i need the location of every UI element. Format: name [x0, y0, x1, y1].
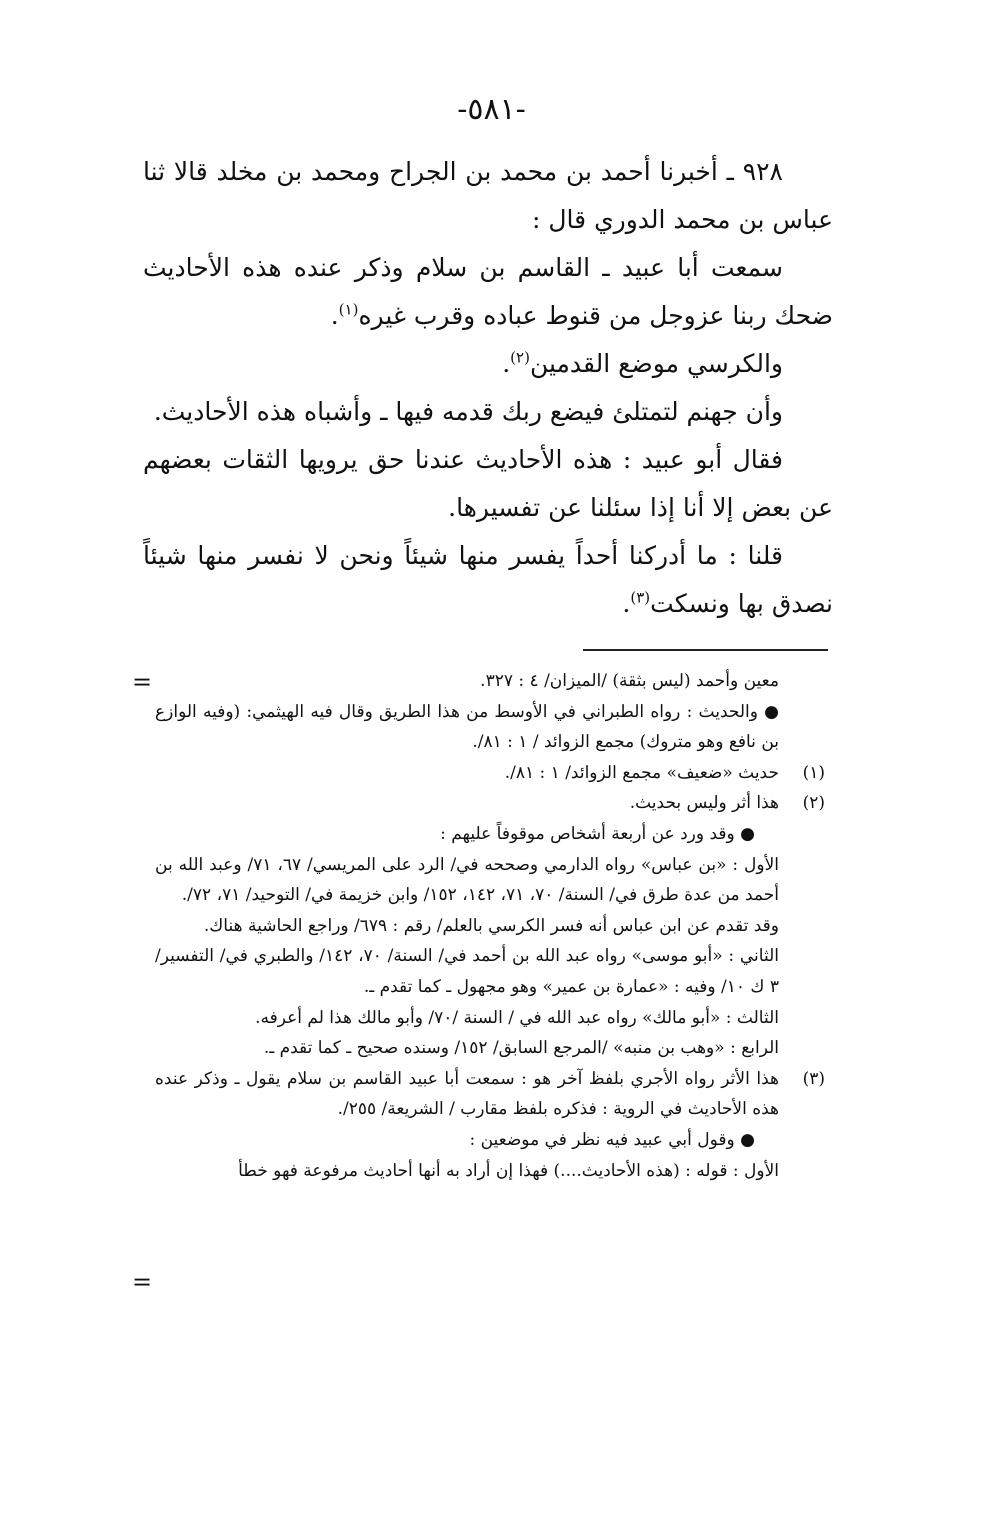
- footnote-ref-1[interactable]: (١): [338, 300, 359, 319]
- paragraph-jahannam: وأن جهنم لتمتلئ فيضع ربك قدمه فيها ـ وأشباه هذه الأحاديث.: [153, 397, 783, 426]
- footnote-2: [155, 788, 823, 819]
- footnote-2-text: هذا أثر وليس بحديث.: [629, 793, 779, 814]
- footnote-1-marker: (١): [802, 762, 825, 783]
- footnote-3: [155, 1064, 823, 1125]
- footnote-3-bullet: ● وقول أبي عبيد فيه نظر في موضعين :: [469, 1129, 755, 1150]
- footnote-1: [155, 758, 823, 789]
- paragraph-abu-ubaid-heard: [143, 244, 833, 340]
- footnote-1-text: حديث «ضعيف» مجمع الزوائد/ ١ : ٨١/.: [504, 762, 779, 783]
- footnote-ref-3[interactable]: (٣): [630, 588, 651, 607]
- footnote-2-bullet: ● وقد ورد عن أربعة أشخاص موقوفاً عليهم :: [440, 823, 755, 844]
- paragraph-we-said: [143, 532, 833, 628]
- footnote-3-text: هذا الأثر رواه الأجري بلفظ آخر هو : سمعت أبا عبيد القاسم بن سلام يقول ـ وذكر عنده هذه الأحاديث في الروية : فذكره بلفظ مقارب / الشريعة/ ٢٥٥/.: [155, 1068, 779, 1120]
- footnote-2-third: الثالث : «أبو مالك» رواه عبد الله في / السنة /٧٠/ وأبو مالك هذا لم أعرفه.: [255, 1007, 779, 1028]
- paragraph-end: .: [622, 589, 631, 618]
- continuation-mark-bottom: =: [132, 1268, 153, 1296]
- continuation-mark-top: =: [132, 668, 153, 696]
- footnote-carry-1: معين وأحمد (ليس بثقة) /الميزان/ ٤ : ٣٢٧.: [480, 671, 779, 691]
- footnote-ref-2[interactable]: (٢): [510, 348, 530, 367]
- paragraph-text: والكرسي موضع القدمين: [529, 349, 783, 378]
- paragraph-end: .: [502, 349, 511, 378]
- footnote-3-marker: (٣): [802, 1068, 825, 1089]
- paragraph-end: .: [330, 301, 339, 330]
- footnote-2-previous: وقد تقدم عن ابن عباس أنه فسر الكرسي بالعلم/ رقم : ٦٧٩/ وراجع الحاشية هناك.: [203, 915, 779, 936]
- footnote-2-second: الثاني : «أبو موسى» رواه عبد الله بن أحمد في/ السنة/ ٧٠، ١٤٢/ والطبري في/ التفسير/ ٣ ك ١٠/ وفيه : «عمارة بن عمير» وهو مجهول ـ كما تقدم ـ.: [155, 946, 779, 997]
- page-number: -٥٨١-: [457, 92, 526, 127]
- main-text: [143, 148, 833, 628]
- paragraph-928-isnad: ٩٢٨ ـ أخبرنا أحمد بن محمد بن الجراح ومحمد بن مخلد قالا ثنا عباس بن محمد الدوري قال :: [143, 157, 833, 234]
- footnote-3-first: الأول : قوله : (هذه الأحاديث....) فهذا إن أراد به أنها أحاديث مرفوعة فهو خطأ: [238, 1160, 779, 1181]
- footnote-2-first: الأول : «بن عباس» رواه الدارمي وصححه في/ الرد على المريسي/ ٦٧، ٧١/ وعبد الله بن أحمد من عدة طرق في/ السنة/ ٧٠، ٧١، ١٤٢، ١٥٢/ وابن خزيمة في/ التوحيد/ ٧١، ٧٢/.: [155, 854, 780, 906]
- footnote-carry-2: ● والحديث : رواه الطبراني في الأوسط من هذا الطريق وقال فيه الهيثمي: (وفيه الوازع بن نافع وهو متروك) مجمع الزوائد / ١ : ٨١/.: [155, 701, 779, 753]
- paragraph-kursi: [143, 340, 833, 388]
- footnote-2-marker: (٢): [802, 793, 825, 814]
- paragraph-abu-ubaid-said: فقال أبو عبيد : هذه الأحاديث عندنا حق يرويها الثقات بعضهم عن بعض إلا أنا إذا سئلنا عن تفسيرها.: [143, 445, 833, 522]
- footnotes: [155, 666, 823, 1186]
- paragraph-text: قلنا : ما أدركنا أحداً يفسر منها شيئاً ونحن لا نفسر منها شيئاً نصدق بها ونسكت: [143, 541, 833, 618]
- footnote-separator: [583, 649, 828, 651]
- footnote-2-fourth: الرابع : «وهب بن منبه» /المرجع السابق/ ١٥٢/ وسنده صحيح ـ كما تقدم ـ.: [263, 1038, 779, 1059]
- paragraph-text: سمعت أبا عبيد ـ القاسم بن سلام وذكر عنده هذه الأحاديث ضحك ربنا عزوجل من قنوط عباده وقرب غيره: [143, 253, 833, 330]
